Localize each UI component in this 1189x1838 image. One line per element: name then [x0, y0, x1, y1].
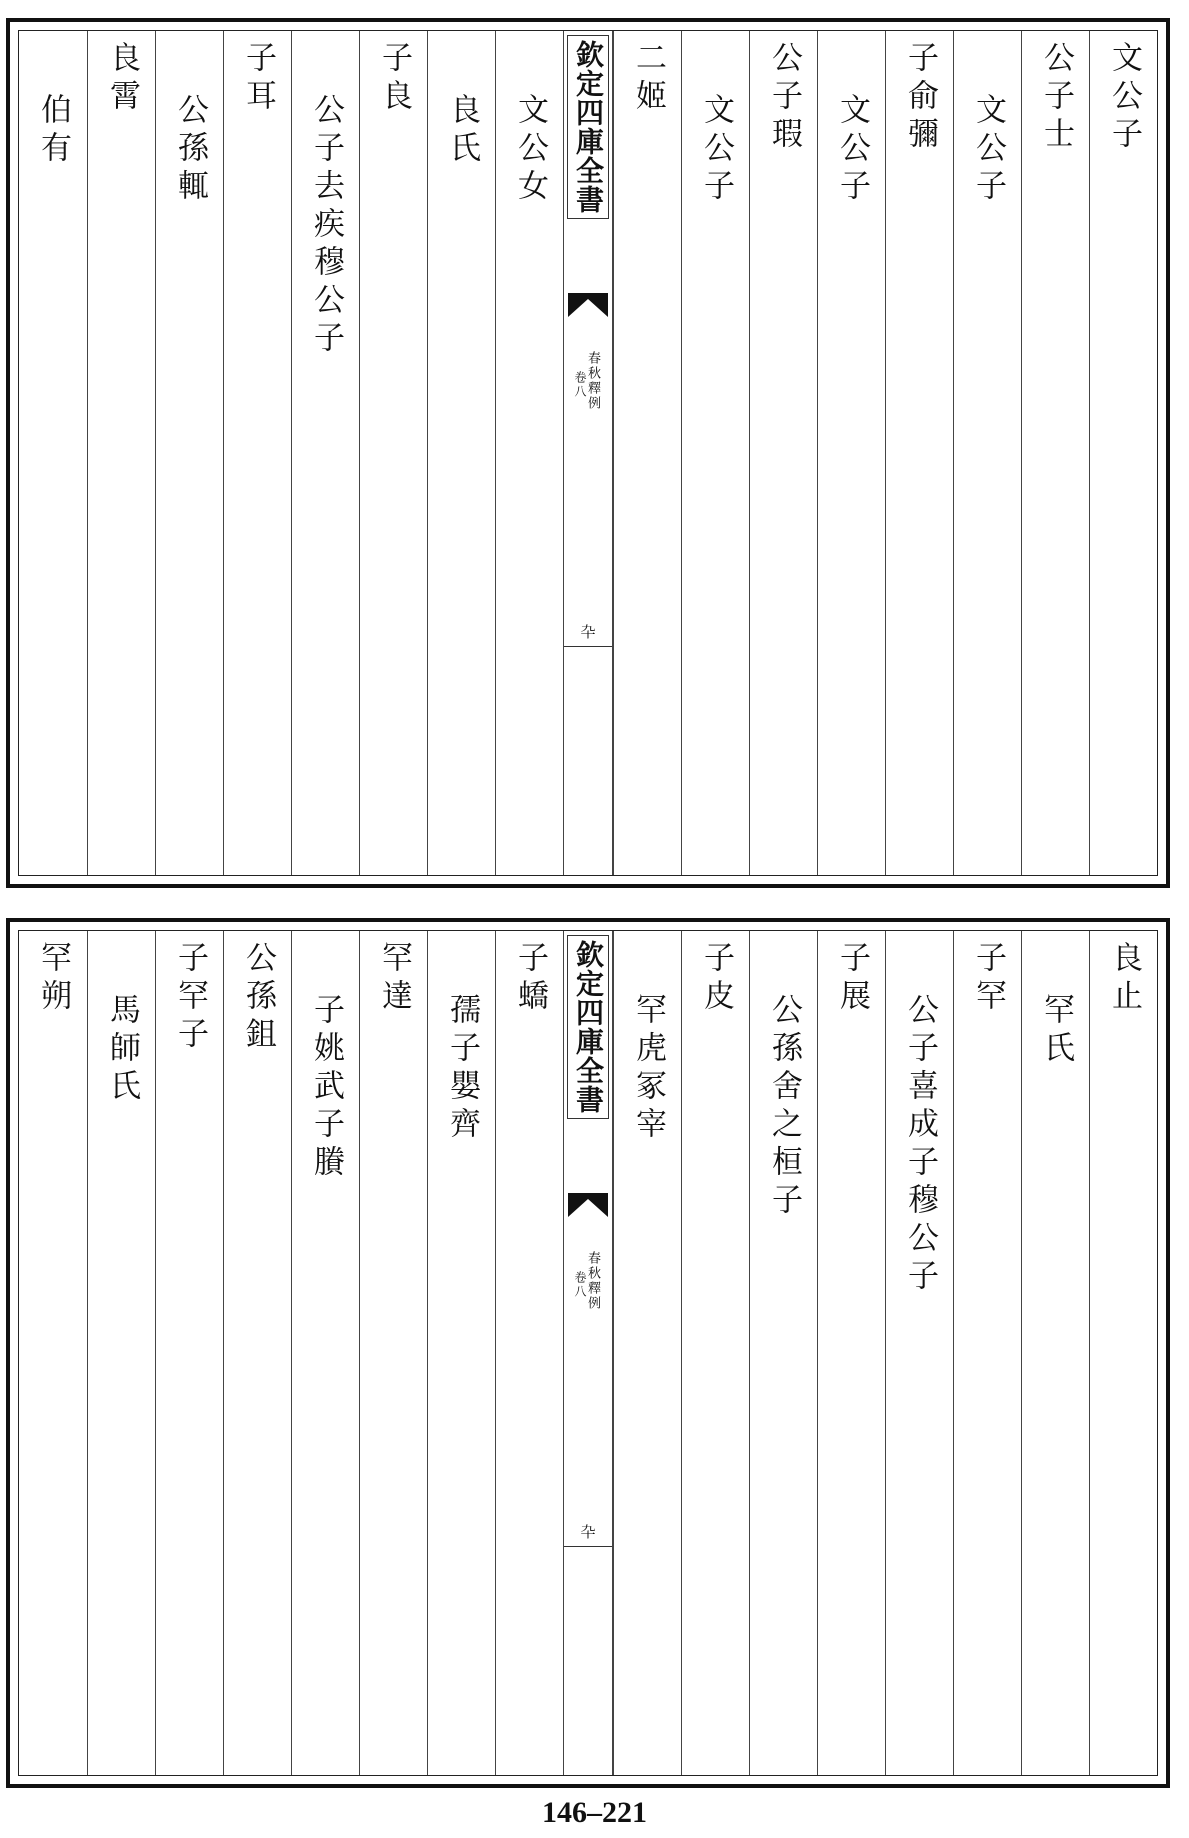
column	[87, 931, 155, 1775]
column	[817, 31, 885, 875]
column	[19, 31, 87, 875]
column-text: 孺子嬰齊	[444, 993, 480, 1145]
column	[1089, 31, 1157, 875]
column-text: 公子士	[1038, 41, 1074, 155]
column-text: 良氏	[444, 93, 480, 169]
column	[223, 931, 291, 1775]
column-text: 文公女	[512, 93, 548, 207]
column	[155, 931, 223, 1775]
column-text: 公孫鉏	[240, 941, 276, 1055]
column	[495, 31, 563, 875]
column	[885, 931, 953, 1775]
column-text: 罕朔	[35, 941, 71, 1017]
column-text: 子俞彌	[902, 41, 938, 155]
column	[953, 31, 1021, 875]
column	[291, 31, 359, 875]
column-text: 馬師氏	[104, 993, 140, 1107]
column	[749, 31, 817, 875]
column	[1021, 931, 1089, 1775]
column-text: 子耳	[240, 41, 276, 117]
column-text: 罕氏	[1038, 993, 1074, 1069]
column-text: 二姬	[630, 41, 666, 117]
column-text: 文公子	[698, 93, 734, 207]
bottom-page-columns	[18, 930, 1158, 1776]
column	[359, 931, 427, 1775]
column	[427, 931, 495, 1775]
column	[223, 31, 291, 875]
column	[817, 931, 885, 1775]
chapter-title: 春秋釋例	[585, 1251, 600, 1311]
column-text: 罕達	[376, 941, 412, 1017]
book-title: 欽定四庫全書	[567, 935, 609, 1119]
column-text: 子皮	[698, 941, 734, 1017]
column-text: 伯有	[35, 93, 71, 169]
column-text: 良止	[1106, 941, 1142, 1017]
page-reference-number: 146–221	[542, 1796, 647, 1829]
column	[359, 31, 427, 875]
book-title: 欽定四庫全書	[567, 35, 609, 219]
column-text: 文公子	[970, 93, 1006, 207]
fish-tail-mark-icon	[568, 1193, 608, 1217]
column-text: 罕虎冢宰	[630, 993, 666, 1145]
column	[1021, 31, 1089, 875]
column-text: 良霄	[104, 41, 140, 117]
bottom-page-panel	[6, 918, 1170, 1788]
volume-label: 卷八	[573, 371, 587, 399]
chapter-title: 春秋釋例	[585, 351, 600, 411]
column	[155, 31, 223, 875]
column	[87, 31, 155, 875]
column-text: 子蟜	[512, 941, 548, 1017]
column-text: 子罕	[970, 941, 1006, 1017]
column	[885, 31, 953, 875]
column	[749, 931, 817, 1775]
column	[1089, 931, 1157, 1775]
column-text: 公孫輒	[172, 93, 208, 207]
center-fold-column	[563, 931, 613, 1775]
page-number: 卆	[564, 1521, 612, 1547]
column	[427, 31, 495, 875]
column-text: 子良	[376, 41, 412, 117]
top-page-columns	[18, 30, 1158, 876]
column	[953, 931, 1021, 1775]
column	[613, 31, 681, 875]
page-number: 卆	[564, 621, 612, 647]
column-text: 文公子	[834, 93, 870, 207]
column-text: 公孫舍之桓子	[766, 993, 802, 1221]
top-page-panel	[6, 18, 1170, 888]
column	[681, 931, 749, 1775]
column	[495, 931, 563, 1775]
column-text: 子罕子	[172, 941, 208, 1055]
column-text: 子姚武子賸	[308, 993, 344, 1183]
column	[19, 931, 87, 1775]
column-text: 公子去疾穆公子	[308, 93, 344, 359]
column-text: 文公子	[1106, 41, 1142, 155]
center-fold-column	[563, 31, 613, 875]
column-text: 公子瑕	[766, 41, 802, 155]
column	[613, 931, 681, 1775]
volume-label: 卷八	[573, 1271, 587, 1299]
column	[291, 931, 359, 1775]
fish-tail-mark-icon	[568, 293, 608, 317]
column-text: 子展	[834, 941, 870, 1017]
column	[681, 31, 749, 875]
column-text: 公子喜成子穆公子	[902, 993, 938, 1297]
